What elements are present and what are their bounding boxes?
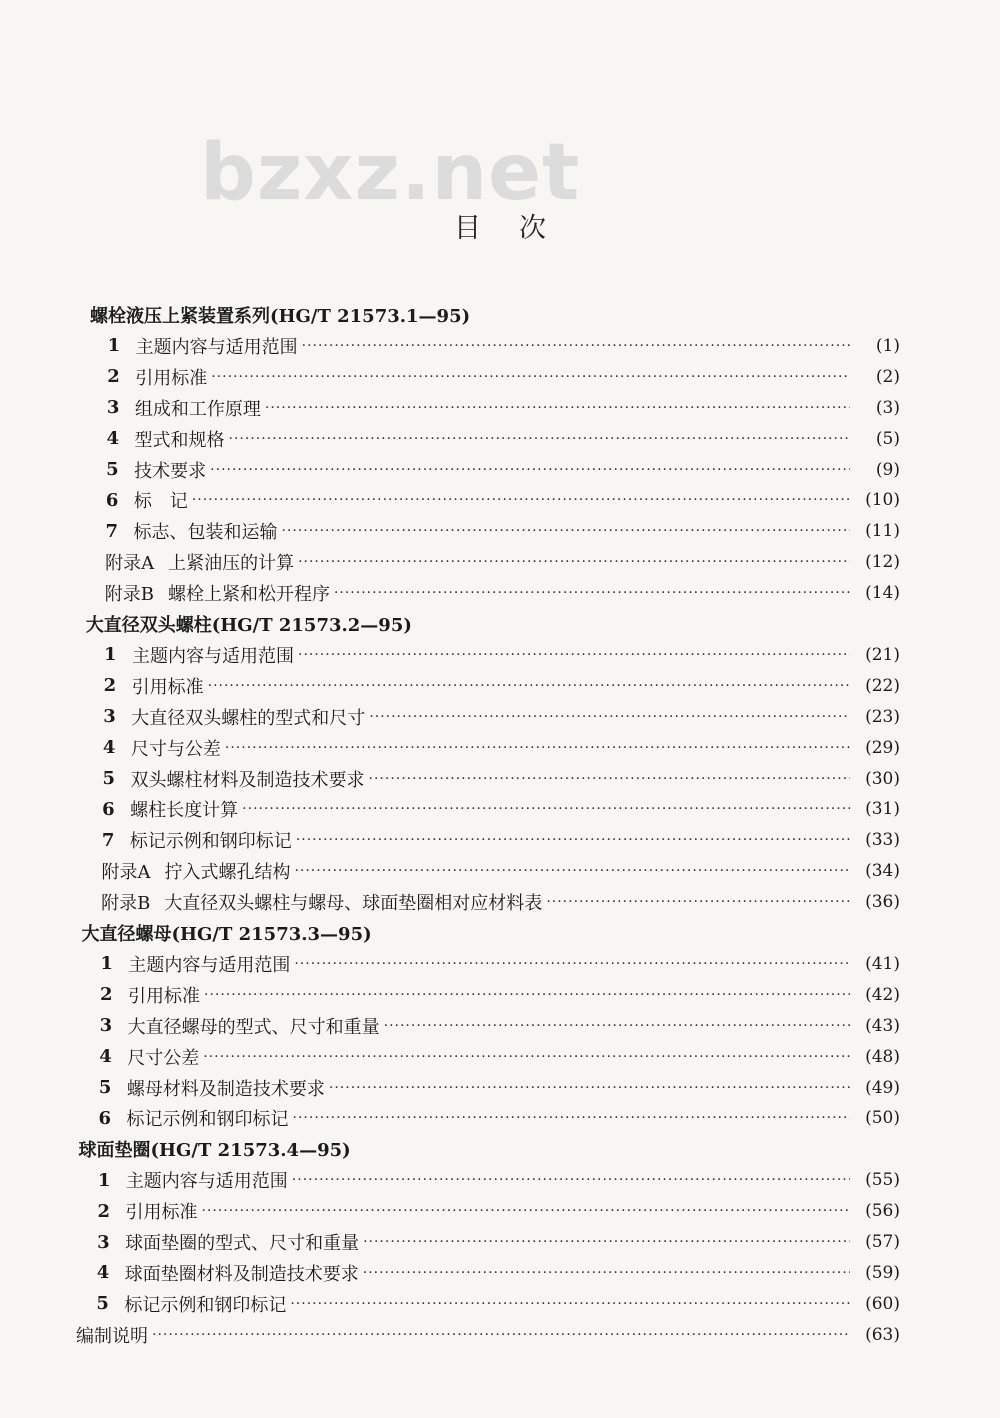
section-title: 大直径螺母(HG/T 21573.3—95): [81, 924, 372, 945]
dot-leader: [384, 1018, 850, 1034]
dot-leader: [229, 431, 850, 447]
toc-item-row: [100, 1013, 900, 1039]
page-title: 目次: [454, 213, 584, 244]
item-number: 7: [101, 829, 115, 851]
toc-item-row: [104, 642, 900, 668]
item-title: 标记示例和钢印标记: [126, 1109, 289, 1131]
item-number: 5: [96, 1293, 109, 1315]
item-number: 3: [106, 397, 120, 419]
page-number: (29): [865, 737, 900, 758]
item-title: 组成和工作原理: [134, 398, 261, 420]
toc-appendix-row: [101, 889, 900, 915]
page-number: (21): [865, 644, 900, 665]
toc-item-row: [107, 395, 900, 421]
toc-item-row: [106, 487, 900, 513]
page-number: (59): [865, 1262, 900, 1283]
item-title: 上紧油压的计算: [168, 553, 295, 575]
item-number: 6: [105, 489, 119, 511]
dot-leader: [192, 492, 850, 508]
page-number: (63): [865, 1324, 900, 1345]
dot-leader: [225, 740, 850, 756]
toc-item-row: [107, 426, 900, 452]
page-number: (30): [865, 768, 900, 789]
page-number: (41): [865, 953, 900, 974]
item-number: 1: [97, 1169, 111, 1191]
toc-item-row: [102, 796, 900, 822]
item-title: 标记示例和钢印标记: [124, 1294, 287, 1316]
page-number: (5): [875, 428, 900, 449]
toc-item-row: [108, 333, 900, 359]
toc-item-row: [99, 1044, 900, 1070]
item-title: 尺寸公差: [127, 1047, 200, 1069]
section-title: 大直径双头螺柱(HG/T 21573.2—95): [85, 615, 412, 636]
item-number: 6: [102, 798, 115, 820]
page-number: (1): [875, 335, 900, 356]
item-number: 2: [100, 984, 113, 1006]
page-number: (22): [865, 675, 900, 696]
item-number: 7: [105, 520, 118, 542]
dot-leader: [296, 832, 850, 848]
toc-appendix-row: [105, 549, 900, 575]
dot-leader: [546, 894, 850, 910]
item-title: 大直径双头螺柱的型式和尺寸: [131, 707, 366, 729]
dot-leader: [242, 801, 850, 817]
toc-item-row: [97, 1198, 900, 1224]
page-number: (14): [865, 583, 900, 604]
dot-leader: [302, 338, 850, 354]
appendix-label: 附录B: [104, 584, 154, 606]
dot-leader: [281, 523, 850, 539]
toc-section-heading: [82, 920, 372, 946]
item-title: 标记示例和钢印标记: [129, 831, 292, 853]
toc-item-row: [106, 457, 900, 483]
item-title: 拧入式螺孔结构: [164, 862, 291, 884]
item-number: 5: [102, 768, 116, 789]
page-number: (3): [875, 397, 900, 418]
item-number: 3: [103, 706, 116, 728]
item-number: 1: [107, 335, 121, 357]
item-number: 2: [103, 675, 117, 697]
page-number: (43): [865, 1015, 900, 1036]
dot-leader: [329, 1080, 850, 1096]
item-title: 尺寸与公差: [130, 738, 221, 760]
toc-item-row: [104, 673, 900, 699]
dot-leader: [211, 369, 850, 385]
toc-item-row: [103, 766, 900, 792]
toc-item-row: [98, 1167, 900, 1193]
item-title: 球面垫圈的型式、尺寸和重量: [125, 1233, 360, 1254]
dot-leader: [292, 1172, 850, 1188]
item-title: 大直径螺母的型式、尺寸和重量: [127, 1016, 380, 1038]
item-number: 6: [98, 1107, 112, 1129]
item-number: 3: [97, 1231, 110, 1253]
dot-leader: [294, 863, 850, 879]
item-number: 4: [96, 1262, 110, 1284]
appendix-label: 附录A: [101, 862, 151, 884]
dot-leader: [203, 1049, 850, 1065]
page-number: (31): [865, 799, 900, 820]
dot-leader: [293, 1110, 850, 1126]
dot-leader: [298, 647, 850, 663]
item-title: 引用标准: [131, 676, 204, 698]
section-title: 螺栓液压上紧装置系列(HG/T 21573.1—95): [90, 306, 471, 327]
toc-item-row: [99, 1075, 900, 1101]
page-number: (55): [865, 1170, 900, 1191]
dot-leader: [363, 1265, 850, 1281]
item-title: 引用标准: [128, 985, 200, 1007]
item-number: 2: [107, 366, 120, 388]
toc-item-row: [100, 951, 900, 977]
toc-item-row: [76, 1322, 900, 1348]
toc-item-row: [103, 704, 900, 730]
page-number: (48): [865, 1046, 900, 1067]
item-title: 标 记: [133, 491, 188, 513]
item-number: 2: [97, 1200, 110, 1222]
dot-leader: [369, 771, 850, 787]
toc-item-row: [99, 1105, 900, 1131]
toc-item-row: [103, 735, 900, 761]
item-number: 5: [98, 1077, 112, 1098]
page-number: (11): [865, 521, 900, 542]
item-title: 引用标准: [125, 1202, 198, 1224]
toc-item-row: [105, 518, 900, 544]
toc-section-heading: [90, 302, 470, 328]
item-title: 引用标准: [135, 367, 208, 389]
item-title: 标志、包装和运输: [133, 522, 278, 544]
item-title: 螺栓上紧和松开程序: [167, 584, 330, 606]
item-title: 主题内容与适用范围: [125, 1171, 288, 1193]
page-number: (56): [865, 1201, 900, 1222]
toc-item-row: [102, 827, 900, 853]
item-title: 球面垫圈材料及制造技术要求: [124, 1263, 359, 1285]
item-title: 主题内容与适用范围: [128, 954, 291, 976]
item-title: 技术要求: [134, 460, 207, 482]
toc-item-row: [107, 364, 900, 390]
item-title: 主题内容与适用范围: [135, 336, 298, 358]
toc-item-row: [100, 982, 900, 1008]
dot-leader: [298, 554, 850, 570]
toc-appendix-row: [101, 858, 900, 884]
item-number: 1: [104, 644, 117, 666]
dot-leader: [204, 987, 850, 1003]
dot-leader: [294, 956, 850, 972]
dot-leader: [210, 462, 850, 478]
page-number: (9): [875, 459, 900, 480]
page-number: (42): [865, 984, 900, 1005]
section-title: 球面垫圈(HG/T 21573.4—95): [78, 1140, 351, 1162]
page-number: (60): [865, 1293, 900, 1314]
item-title: 双头螺柱材料及制造技术要求: [130, 769, 365, 791]
item-title: 大直径双头螺柱与螺母、球面垫圈相对应材料表: [164, 893, 543, 915]
item-title: 主题内容与适用范围: [132, 645, 294, 667]
appendix-label: 附录B: [101, 893, 151, 915]
item-number: 4: [106, 428, 120, 450]
toc-section-heading: [79, 1136, 351, 1162]
page-number: (2): [875, 366, 900, 387]
toc-section-heading: [86, 611, 412, 637]
page-number: (49): [865, 1077, 900, 1098]
dot-leader: [152, 1327, 850, 1343]
toc-item-row: [96, 1291, 900, 1317]
dot-leader: [208, 678, 850, 694]
item-number: 5: [106, 459, 119, 480]
dot-leader: [265, 400, 850, 416]
watermark: bzxz.net: [200, 128, 581, 218]
item-title: 螺柱长度计算: [130, 800, 239, 822]
item-title: 型式和规格: [134, 429, 225, 451]
page-number: (33): [865, 830, 900, 851]
item-number: 3: [99, 1015, 113, 1037]
page-number: (57): [865, 1232, 900, 1252]
item-title: 编制说明: [76, 1325, 148, 1347]
page-number: (23): [865, 706, 900, 727]
dot-leader: [201, 1203, 850, 1219]
dot-leader: [334, 585, 850, 601]
dot-leader: [363, 1234, 850, 1250]
toc-item-row: [97, 1260, 900, 1286]
item-number: 4: [102, 737, 116, 759]
toc-appendix-row: [105, 580, 900, 606]
toc-item-row: [97, 1229, 900, 1255]
page-number: (36): [865, 892, 900, 913]
item-title: 螺母材料及制造技术要求: [126, 1078, 325, 1100]
item-number: 1: [100, 953, 113, 975]
dot-leader: [369, 709, 850, 725]
item-number: 4: [99, 1046, 112, 1068]
appendix-label: 附录A: [105, 553, 155, 575]
page-number: (10): [865, 490, 900, 511]
page-number: (12): [865, 552, 900, 573]
dot-leader: [290, 1296, 850, 1312]
page-number: (34): [865, 861, 900, 882]
page-number: (50): [865, 1108, 900, 1129]
